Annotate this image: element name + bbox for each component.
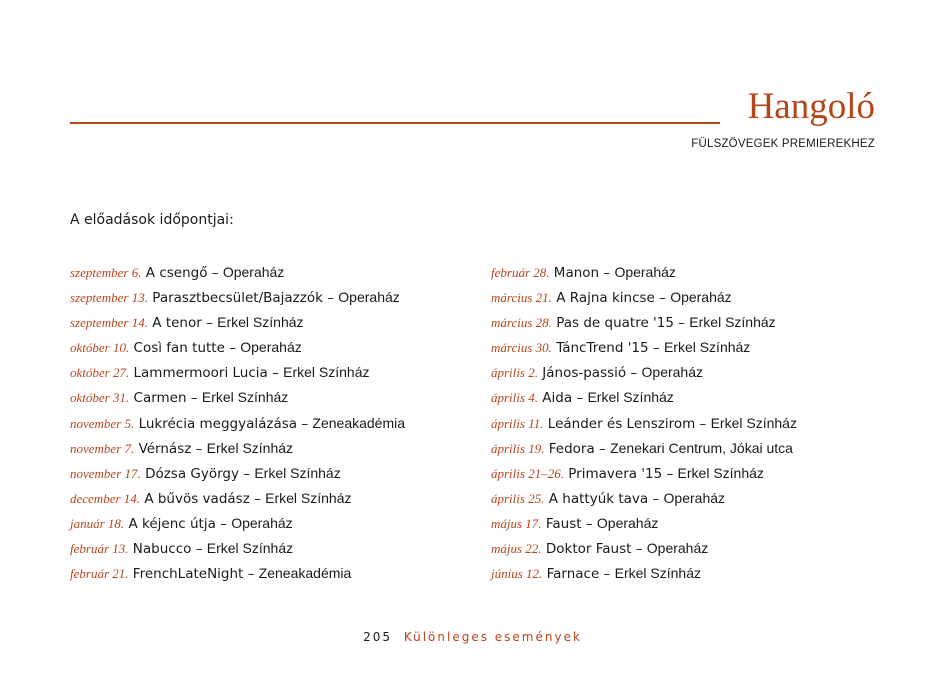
- entry-date: szeptember 14.: [70, 315, 148, 331]
- entry-separator: –: [191, 440, 207, 457]
- entry-separator: –: [215, 515, 232, 532]
- entry-separator: –: [322, 290, 339, 307]
- entry-venue: Operaház: [338, 289, 400, 306]
- header-rule: [70, 122, 720, 124]
- entry-venue: Operaház: [614, 264, 676, 280]
- schedule-entry: [491, 486, 797, 511]
- entry-title: Parasztbecsület/Bajazzók: [152, 290, 323, 307]
- schedule-entry: [491, 260, 797, 285]
- entry-separator: –: [695, 415, 711, 432]
- schedule-entry: [70, 411, 405, 436]
- entry-date: február 13.: [70, 541, 129, 557]
- schedule-entry: [70, 486, 405, 511]
- entry-title: Faust: [545, 515, 582, 532]
- entry-title: TáncTrend '15: [556, 340, 649, 357]
- entry-separator: –: [297, 415, 313, 432]
- entry-venue: Zeneakadémia: [312, 414, 406, 431]
- entry-title: Pas de quatre '15: [556, 315, 674, 332]
- schedule-entry: [491, 536, 797, 561]
- entry-date: február 28.: [491, 265, 550, 280]
- schedule-entry: [70, 260, 405, 285]
- entry-separator: –: [626, 365, 642, 382]
- entry-venue: Operaház: [240, 339, 302, 356]
- schedule-entry: [491, 335, 797, 360]
- entry-title: A tenor: [152, 315, 202, 332]
- entry-date: május 22.: [491, 541, 542, 557]
- entry-date: április 25.: [491, 490, 545, 506]
- entry-date: március 30.: [491, 340, 552, 356]
- page-number: 205: [363, 630, 392, 644]
- entry-separator: –: [581, 515, 597, 532]
- entry-date: június 12.: [491, 566, 543, 582]
- entry-separator: –: [648, 490, 664, 507]
- entry-separator: –: [599, 265, 615, 281]
- entry-date: január 18.: [70, 515, 125, 531]
- schedule-entry: [70, 461, 405, 486]
- schedule-entry: [70, 335, 405, 360]
- entry-date: április 21–26.: [491, 465, 564, 481]
- entry-date: április 19.: [491, 440, 545, 456]
- entry-separator: –: [186, 390, 202, 407]
- entry-separator: –: [267, 365, 284, 382]
- schedule-entry: [70, 436, 405, 461]
- entry-title: Lukrécia meggyalázása: [138, 415, 298, 432]
- section-name: Különleges események: [403, 630, 582, 644]
- schedule-entry: [491, 411, 797, 436]
- entry-title: FrenchLateNight: [132, 566, 244, 583]
- entry-venue: Erkel Színház: [614, 565, 701, 582]
- entry-separator: –: [238, 465, 255, 482]
- entry-date: május 17.: [491, 515, 542, 531]
- entry-title: A csengő: [145, 265, 208, 281]
- entry-date: április 4.: [491, 390, 538, 406]
- entry-date: március 28.: [491, 315, 552, 331]
- entry-title: Aida: [542, 390, 573, 407]
- entry-date: április 11.: [491, 415, 544, 431]
- entry-separator: –: [207, 265, 223, 281]
- entry-separator: –: [249, 490, 266, 507]
- entry-title: János-passió: [542, 365, 627, 382]
- entry-venue: Operaház: [663, 489, 726, 506]
- entry-venue: Erkel Színház: [201, 389, 289, 406]
- entry-date: október 31.: [70, 390, 130, 406]
- entry-separator: –: [631, 541, 647, 558]
- entry-title: Doktor Faust: [545, 541, 632, 558]
- entry-date: november 17.: [70, 465, 141, 481]
- page-footer: [0, 630, 945, 644]
- schedule-entry: [70, 385, 405, 410]
- entry-date: február 21.: [70, 566, 129, 582]
- schedule-entry: [491, 285, 797, 310]
- entry-title: Nabucco: [132, 541, 192, 558]
- schedule-entry: [491, 360, 797, 385]
- schedule-entry: [491, 511, 797, 536]
- entry-venue: Zenekari Centrum, Jókai utca: [610, 439, 793, 456]
- entry-venue: Erkel Színház: [217, 314, 304, 331]
- entry-separator: –: [662, 465, 678, 482]
- entry-separator: –: [594, 440, 611, 457]
- entry-title: Carmen: [133, 390, 187, 407]
- entry-date: október 10.: [70, 340, 130, 356]
- entry-venue: Erkel Színház: [265, 489, 352, 506]
- entry-separator: –: [201, 315, 218, 332]
- schedule-entry: [491, 310, 797, 335]
- entry-title: Dózsa György: [145, 465, 239, 482]
- entry-venue: Erkel Színház: [689, 314, 776, 331]
- schedule-left-column: [70, 260, 405, 586]
- entry-title: A hattyúk tava: [548, 490, 649, 507]
- entry-date: november 7.: [70, 440, 135, 456]
- schedule-entry: [70, 360, 405, 385]
- page-title: Hangoló: [747, 86, 875, 127]
- entry-separator: –: [599, 566, 615, 583]
- entry-date: április 2.: [491, 365, 538, 381]
- schedule-entry: [70, 511, 405, 536]
- entry-venue: Erkel Színház: [206, 540, 294, 557]
- schedule-entry: [70, 285, 405, 310]
- entry-date: március 21.: [491, 290, 552, 306]
- entry-separator: –: [673, 315, 690, 332]
- entry-title: Farnace: [546, 566, 600, 583]
- entry-venue: Erkel Színház: [283, 364, 370, 381]
- page-subtitle: FÜLSZÖVEGEK PREMIEREKHEZ: [691, 138, 875, 150]
- entry-venue: Zeneakadémia: [258, 565, 352, 582]
- schedule-entry: [491, 436, 797, 461]
- entry-separator: –: [243, 566, 259, 583]
- entry-date: október 27.: [70, 365, 130, 381]
- schedule-entry: [70, 310, 405, 335]
- entry-separator: –: [654, 290, 671, 307]
- entry-date: szeptember 6.: [70, 265, 142, 280]
- entry-title: Primavera '15: [568, 465, 663, 482]
- entry-venue: Operaház: [596, 514, 659, 531]
- entry-venue: Erkel Színház: [677, 464, 764, 481]
- entry-title: A kéjenc útja: [128, 515, 216, 532]
- entry-date: szeptember 13.: [70, 290, 148, 306]
- entry-venue: Operaház: [231, 514, 293, 531]
- entry-separator: –: [572, 390, 588, 407]
- entry-venue: Erkel Színház: [663, 339, 751, 356]
- entry-venue: Operaház: [646, 540, 709, 557]
- entry-title: Così fan tutte: [133, 340, 225, 357]
- schedule-entry: [491, 561, 797, 586]
- entry-separator: –: [648, 340, 664, 357]
- entry-venue: Operaház: [670, 289, 732, 306]
- entry-venue: Erkel Színház: [206, 439, 294, 456]
- entry-venue: Operaház: [641, 364, 703, 381]
- entry-venue: Erkel Színház: [587, 389, 674, 406]
- entry-separator: –: [191, 541, 207, 558]
- entry-date: december 14.: [70, 490, 141, 506]
- entry-venue: Erkel Színház: [254, 464, 341, 481]
- entry-title: Manon: [553, 265, 600, 281]
- entry-title: Vérnász: [138, 440, 192, 457]
- entry-title: A bűvös vadász: [144, 490, 250, 507]
- schedule-entry: [491, 461, 797, 486]
- entry-date: november 5.: [70, 415, 135, 431]
- schedule-entry: [491, 385, 797, 410]
- schedule-entry: [70, 561, 405, 586]
- entry-title: A Rajna kincse: [556, 290, 655, 307]
- entry-title: Fedora: [548, 440, 595, 457]
- schedule-heading: A előadások időpontjai:: [70, 212, 234, 228]
- entry-separator: –: [224, 340, 241, 357]
- entry-venue: Operaház: [222, 264, 285, 280]
- schedule-entry: [70, 536, 405, 561]
- entry-venue: Erkel Színház: [710, 414, 797, 431]
- entry-title: Lammermoori Lucia: [133, 365, 268, 382]
- entry-title: Leánder és Lenszirom: [547, 415, 696, 432]
- schedule-right-column: [491, 260, 797, 586]
